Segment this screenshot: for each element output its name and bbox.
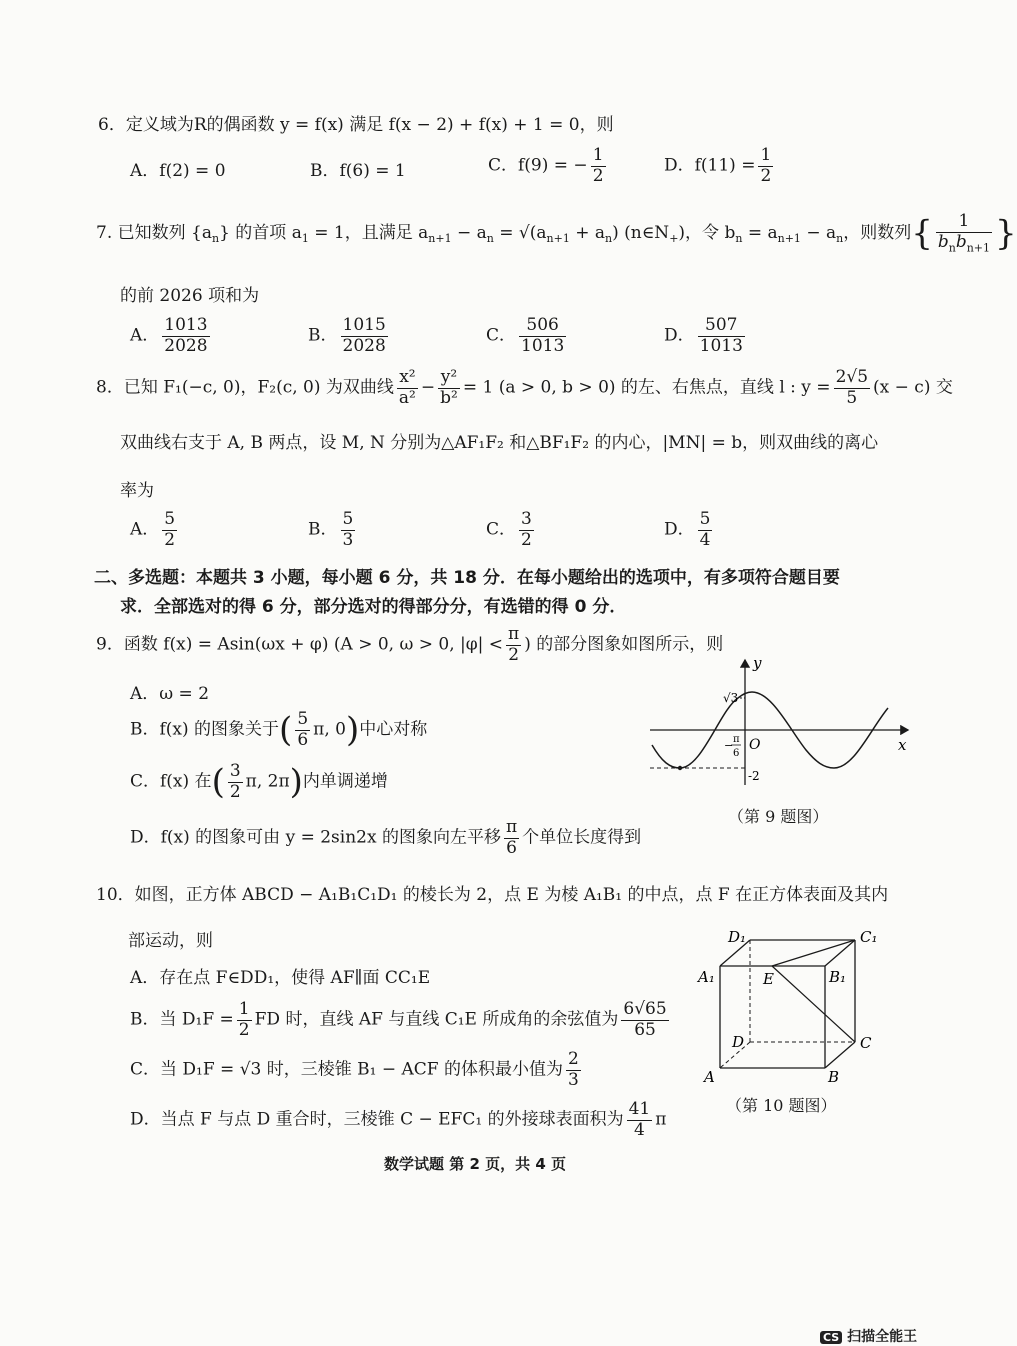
label-a1: A₁ <box>698 968 715 986</box>
q6-option-c: C．f(9) = − $\frac{1}{2}$ <box>488 145 604 186</box>
q10-option-a: A．存在点 F∈DD₁，使得 AF∥面 CC₁E <box>130 968 431 988</box>
label-b: B <box>828 1068 840 1086</box>
q10-line1: 10．如图，正方体 ABCD − A₁B₁C₁D₁ 的棱长为 2，点 E 为棱 A₁B₁ 的中点，点 F 在正方体表面及其内 <box>96 885 889 905</box>
q10-caption: （第 10 题图） <box>726 1096 837 1115</box>
tick-num: π <box>733 734 740 745</box>
edge-c1b1 <box>825 940 855 966</box>
label-c: C <box>860 1034 872 1052</box>
q9-option-d: D．f(x) 的图象可由 y = 2sin2x 的图象向左平移 $\frac{\pi}{6}$ 个单位长度得到 <box>130 817 642 858</box>
y-axis-label: y <box>753 654 762 672</box>
neg2-label: -2 <box>748 769 760 783</box>
q10-cube-figure <box>690 920 890 1090</box>
q7-option-b: B． $\frac{1015}{2028}$ <box>308 315 386 356</box>
q9-option-b: B．f(x) 的图象关于( $\frac{5}{6}$ π, 0)中心对称 <box>130 709 428 751</box>
q6-stem: 6．定义域为R的偶函数 y = f(x) 满足 f(x − 2) + f(x) + 1 = 0，则 <box>98 115 614 135</box>
q8-option-d: D． $\frac{5}{4}$ <box>664 509 711 550</box>
label-e: E <box>763 970 774 988</box>
q8-line3: 率为 <box>120 481 154 501</box>
q7-line2: 的前 2026 项和为 <box>120 286 260 306</box>
scanner-logo-icon: CS <box>820 1331 842 1344</box>
label-d1: D₁ <box>728 928 747 946</box>
edge-bc <box>825 1042 855 1068</box>
q7-stem: 7. 已知数列 $\{a_n\}$ 的首项 $a_1 = 1$，且满足 $a_{n+1} - a_n = √(a_{n+1} + a_n)$ $(n\in N_+)$，令 $b_n = a_{n+1} - a_n$，则数列{ $\frac{1}{b_nb_{n+1}}$ } <box>96 211 1017 254</box>
q9-caption: （第 9 题图） <box>728 807 829 826</box>
q8-option-c: C． $\frac{3}{2}$ <box>486 509 532 550</box>
q8-line2: 双曲线右支于 A, B 两点，设 M, N 分别为△AF₁F₂ 和△BF₁F₂ 的内心，|MN| = b，则双曲线的离心 <box>120 433 879 453</box>
q10-option-c: C．当 D₁F = √3 时，三棱锥 B₁ − ACF 的体积最小值为 $\frac{2}{3}$ <box>130 1049 579 1090</box>
q7-option-d: D． $\frac{507}{1013}$ <box>664 315 743 356</box>
q9-option-a: A．ω = 2 <box>130 684 210 704</box>
q9-stem: 9．函数 f(x) = Asin(ωx + φ) (A > 0, ω > 0, |φ| < $\frac{\pi}{2}$ ) 的部分图象如图所示，则 <box>96 624 724 665</box>
q10-option-b: B．当 D₁F = $\frac{1}{2}$ FD 时，直线 AF 与直线 C₁E 所成角的余弦值为 $\frac{6√65}{65}$ <box>130 999 667 1040</box>
q6-option-a: A．f(2) = 0 <box>130 161 226 181</box>
sqrt3-label: √3 <box>723 691 739 705</box>
q6-option-b: B．f(6) = 1 <box>310 161 406 181</box>
q10-line2: 部运动，则 <box>128 931 213 951</box>
q8-option-b: B． $\frac{5}{3}$ <box>308 509 354 550</box>
q6-option-d: D．f(11) = $\frac{1}{2}$ <box>664 145 772 186</box>
scanner-watermark: CS 扫描全能王 <box>820 1326 917 1346</box>
label-a: A <box>704 1068 715 1086</box>
tick-minus: − <box>724 739 734 752</box>
q7-option-a: A． $\frac{1013}{2028}$ <box>130 315 208 356</box>
q8-option-a: A． $\frac{5}{2}$ <box>130 509 176 550</box>
q8-line1: 8．已知 F₁(−c, 0)，F₂(c, 0) 为双曲线 $\frac{\text{x²}}{\text{a²}}$ − $\frac{\text{y²}}{\text{b²}}$ = 1 (a > 0, b > 0) 的左、右焦点，直线 l : y = $\frac{2√5}{5}$ (x − c) 交 <box>96 367 953 408</box>
x-axis-label: x <box>898 736 907 754</box>
section2-heading-line1: 二、多选题：本题共 3 小题，每小题 6 分，共 18 分．在每小题给出的选项中，有多项符合题目要 <box>94 568 840 588</box>
label-b1: B₁ <box>829 968 847 986</box>
section2-heading-line2: 求．全部选对的得 6 分，部分选对的得部分分，有选错的得 0 分． <box>120 597 627 617</box>
segment-ec1 <box>772 940 855 966</box>
min-point <box>678 766 682 770</box>
q9-sine-graph <box>640 650 920 790</box>
label-d: D <box>732 1033 745 1051</box>
page-footer: 数学试题 第 2 页，共 4 页 <box>384 1155 566 1173</box>
label-c1: C₁ <box>860 928 878 946</box>
q7-option-c: C． $\frac{506}{1013}$ <box>486 315 565 356</box>
origin-label: O <box>749 737 761 753</box>
tick-den: 6 <box>733 748 740 759</box>
q9-option-c: C．f(x) 在( $\frac{3}{2}$ π, 2π)内单调递增 <box>130 761 388 803</box>
q10-option-d: D．当点 F 与点 D 重合时，三棱锥 C − EFC₁ 的外接球表面积为 $\frac{41}{4}$ π <box>130 1099 667 1140</box>
